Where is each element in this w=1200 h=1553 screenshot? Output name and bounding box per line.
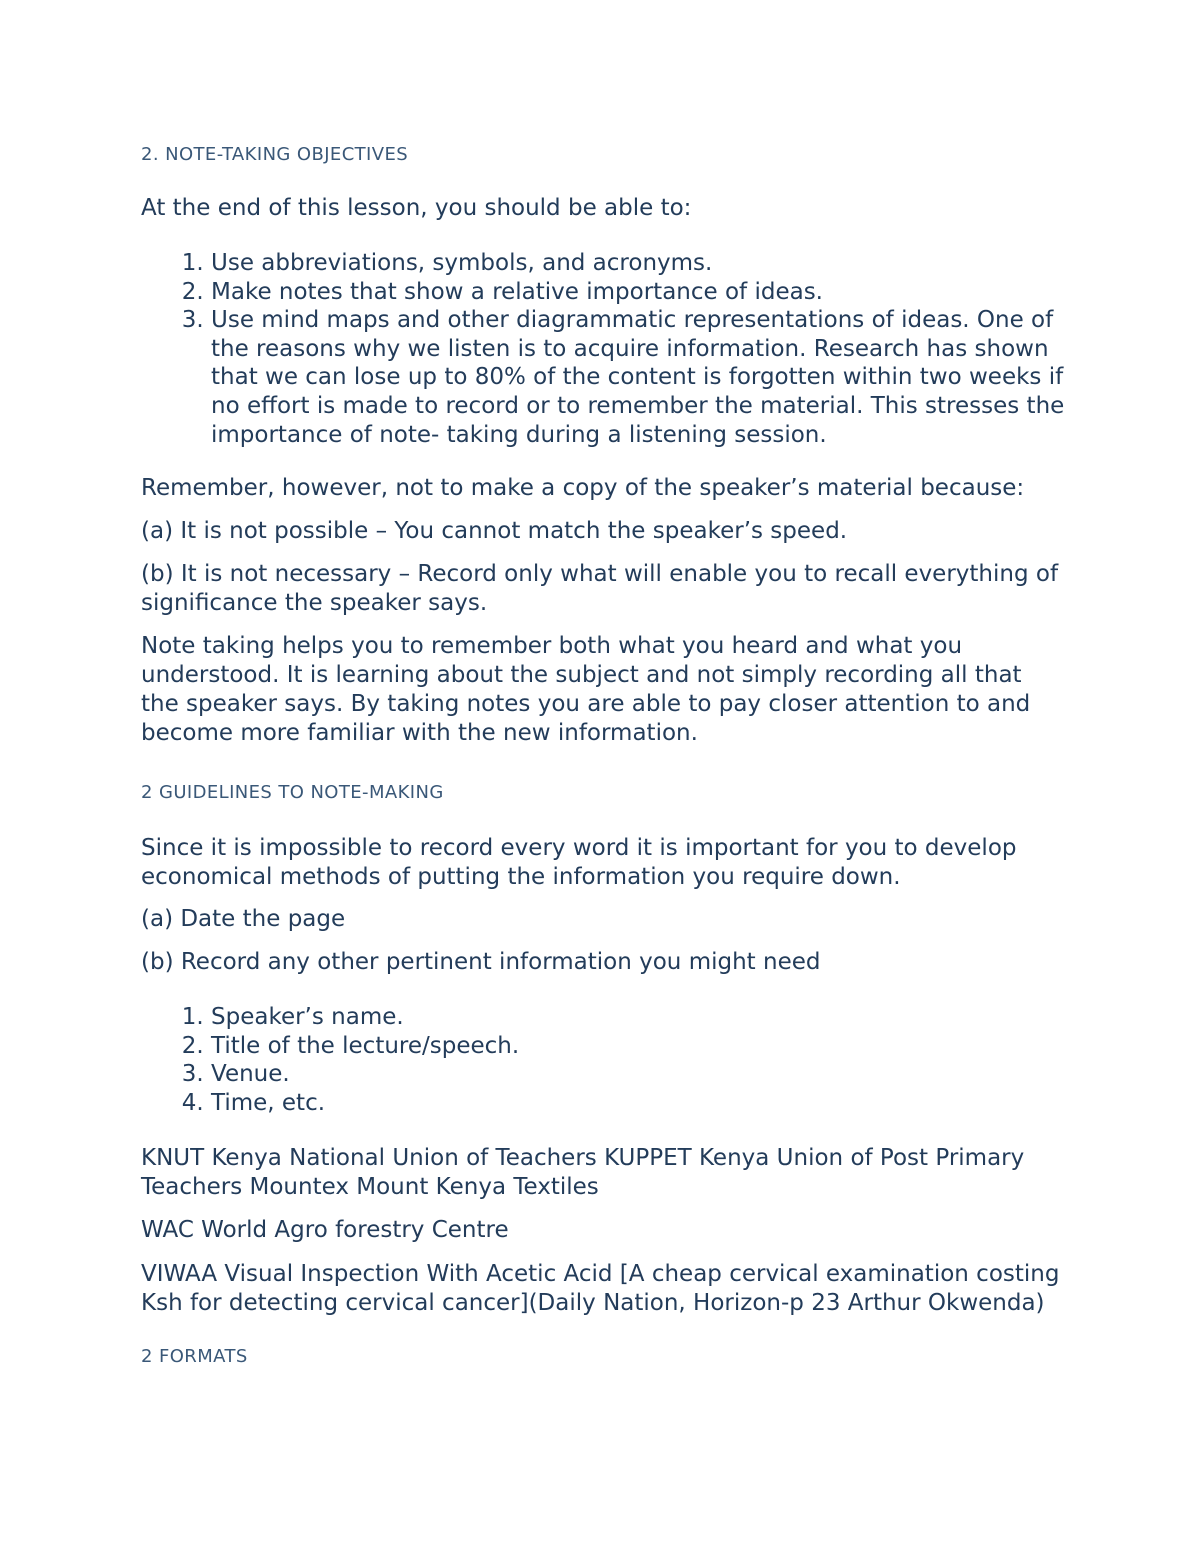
- acronym-example-knut: KNUT Kenya National Union of Teachers KUPPET Kenya Union of Post Primary Teachers Mountex Mount Kenya Textiles: [141, 1144, 1025, 1200]
- point-a-not-possible: (a) It is not possible – You cannot match the speaker’s speed.: [141, 518, 848, 545]
- section-heading-formats: 2 FORMATS: [141, 1345, 248, 1367]
- objective-item: 1. Use abbreviations, symbols, and acronyms.: [211, 249, 1066, 278]
- remember-paragraph: Remember, however, not to make a copy of the speaker’s material because:: [141, 475, 1025, 502]
- guideline-b-record: (b) Record any other pertinent information you might need: [141, 949, 821, 976]
- point-b-not-necessary: (b) It is not necessary – Record only what will enable you to recall everything of significance the speaker says.: [141, 561, 1059, 617]
- info-item: 4. Time, etc.: [211, 1089, 1066, 1118]
- objective-item: 3. Use mind maps and other diagrammatic representations of ideas. One of the reasons why we listen is to acquire information. Research has shown that we can lose up to 80% of the content is forgotten within two weeks if no effort is made to record or to remember the material. This stresses the importance of note- taking during a listening session.: [211, 306, 1066, 449]
- note-taking-paragraph: Note taking helps you to remember both what you heard and what you understood. It is learning about the subject and not simply recording all that the speaker says. By taking notes you are able to pay closer attention to and become more familiar with the new information.: [141, 633, 1031, 747]
- objective-item: 2. Make notes that show a relative importance of ideas.: [211, 278, 1066, 307]
- pertinent-info-list: [141, 1003, 1066, 1117]
- acronym-example-viwaa: VIWAA Visual Inspection With Acetic Acid [A cheap cervical examination costing Ksh for detecting cervical cancer](Daily Nation, Horizon-p 23 Arthur Okwenda): [141, 1260, 1060, 1316]
- section-heading-objectives: 2. NOTE-TAKING OBJECTIVES: [141, 144, 409, 165]
- guidelines-intro: Since it is impossible to record every word it is important for you to develop economical methods of putting the information you require down.: [141, 835, 1017, 891]
- info-item: 1. Speaker’s name.: [211, 1003, 1066, 1032]
- guideline-a-date: (a) Date the page: [141, 906, 346, 933]
- section-heading-guidelines: 2 GUIDELINES TO NOTE-MAKING: [141, 782, 444, 804]
- document-body: [141, 143, 1066, 1369]
- info-item: 3. Venue.: [211, 1060, 1066, 1089]
- acronym-example-wac: WAC World Agro forestry Centre: [141, 1216, 509, 1243]
- objectives-intro: At the end of this lesson, you should be able to:: [141, 195, 692, 221]
- objectives-list: [141, 249, 1066, 449]
- info-item: 2. Title of the lecture/speech.: [211, 1032, 1066, 1061]
